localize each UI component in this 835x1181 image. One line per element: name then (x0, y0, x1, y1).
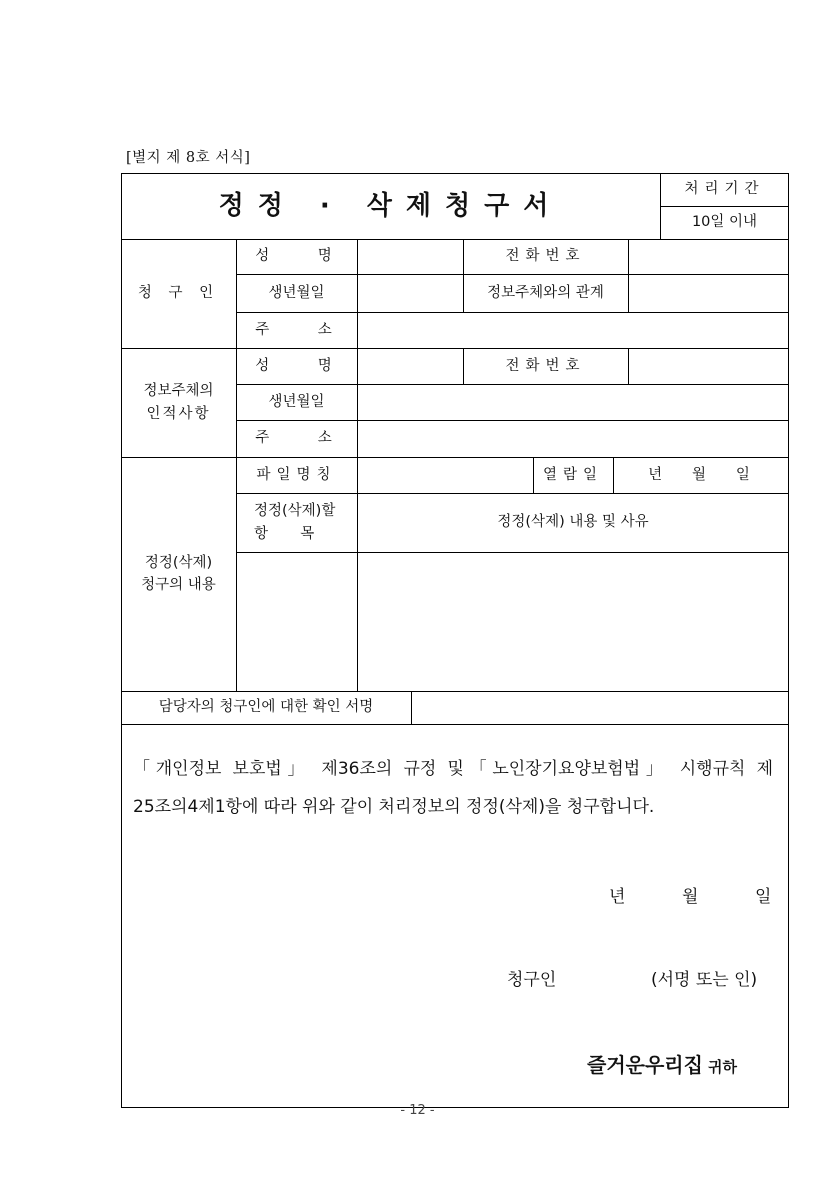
declaration-line-2: 25조의4제1항에 따라 위와 같이 처리정보의 정정(삭제)을 청구합니다. (133, 797, 655, 818)
subject-birth-label: 생년월일 (268, 393, 325, 410)
file-name-label: 파일명칭 (256, 466, 337, 483)
subject-phone-field[interactable] (628, 348, 789, 384)
date-year: 년 (609, 887, 626, 907)
staff-signature-field[interactable] (411, 691, 789, 724)
request-section-line2: 청구의 내용 (141, 577, 216, 593)
claimant-relation-field[interactable] (628, 274, 789, 312)
recipient-suffix: 귀하 (708, 1058, 737, 1076)
page-number: - 12 - (400, 1103, 435, 1118)
subject-section-label (121, 348, 236, 457)
subject-section-line2: 인적사항 (146, 405, 211, 422)
claimant-birth-field[interactable] (357, 274, 463, 312)
subject-phone-label: 전화번호 (505, 357, 586, 374)
declaration-text (133, 750, 773, 827)
subject-address-label: 주 소 (255, 430, 338, 447)
content-reason-label: 정정(삭제) 내용 및 사유 (497, 514, 649, 531)
claimant-name-label: 성 명 (255, 248, 338, 265)
claimant-birth-label: 생년월일 (268, 284, 325, 301)
item-label (236, 493, 357, 552)
claimant-address-label: 주 소 (255, 321, 338, 338)
subject-section-line1: 정보주체의 (143, 383, 214, 400)
recipient (587, 1049, 737, 1078)
request-section-line1: 정정(삭제) (144, 554, 213, 571)
date-month: 월 (682, 887, 699, 907)
claimant-relation-label: 정보주체와의 관계 (487, 284, 604, 301)
signature-note[interactable]: (서명 또는 인) (651, 970, 758, 990)
form-title: 정정 · 삭제청구서 (218, 190, 563, 221)
subject-birth-field[interactable] (357, 384, 789, 420)
staff-confirm-label: 담당자의 청구인에 대한 확인 서명 (158, 699, 374, 716)
item-label-line2: 항 목 (254, 525, 315, 542)
processing-period-value: 10일 이내 (691, 214, 758, 231)
signature-label: 청구인 (507, 970, 557, 990)
confirm-bottom-line (121, 724, 789, 725)
item-field[interactable] (236, 552, 357, 691)
claimant-address-field[interactable] (357, 312, 789, 348)
declaration-line-1: 「개인정보 보호법」 제36조의 규정 및「노인장기요양보험법」 시행규칙 제 (133, 759, 773, 779)
processing-period-label: 처리기간 (684, 181, 765, 198)
subject-name-field[interactable] (357, 348, 463, 384)
subject-address-field[interactable] (357, 420, 789, 457)
claimant-section-label: 청 구 인 (137, 285, 220, 302)
file-name-field[interactable] (357, 457, 533, 493)
date-day: 일 (755, 887, 772, 907)
recipient-org: 즐거운우리집 (587, 1053, 703, 1077)
view-date-label: 열람일 (542, 466, 604, 483)
view-date-value[interactable]: 년 월 일 (648, 466, 754, 483)
claimant-name-field[interactable] (357, 239, 463, 274)
item-label-line1: 정정(삭제)할 (254, 503, 336, 520)
claimant-phone-label: 전화번호 (505, 248, 586, 265)
claimant-phone-field[interactable] (628, 239, 789, 274)
form-number-label: [별지 제 8호 서식] (126, 150, 251, 166)
content-reason-field[interactable] (357, 552, 789, 691)
subject-name-label: 성 명 (255, 357, 338, 374)
request-section-label (121, 457, 236, 691)
